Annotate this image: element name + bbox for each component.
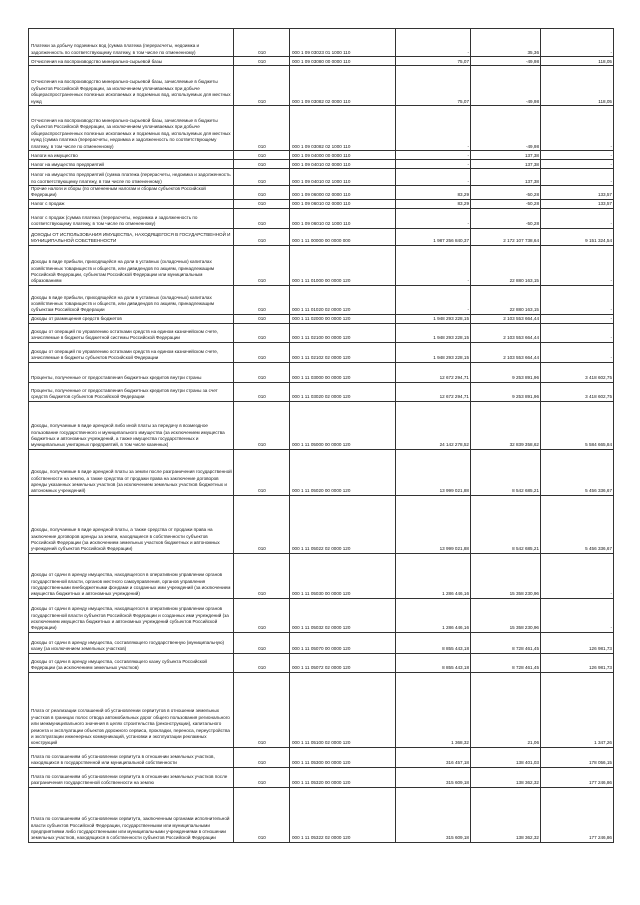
row-code: 010 [234, 553, 290, 598]
row-code: 010 [234, 787, 290, 842]
row-unexecuted: - [541, 160, 614, 169]
row-code: 010 [234, 160, 290, 169]
row-approved: 83,29 [396, 199, 471, 208]
row-unexecuted: 1 347,26 [541, 672, 614, 747]
table-row [29, 598, 614, 632]
row-kbk: 000 1 11 03000 00 0000 120 [290, 362, 396, 382]
table-row [29, 151, 614, 160]
row-executed: 137,38 [471, 160, 541, 169]
row-name: Доходы от операций по управлению остатками средств на едином казначейском счете, зачисляемые в бюджеты субъектов Российской Федерации [29, 342, 234, 362]
row-name: Прочие налоги и сборы (по отмененным налогам и сборам субъектов Российской Федерации) [29, 186, 234, 200]
row-approved: - [396, 245, 471, 285]
row-code: 010 [234, 106, 290, 151]
row-name: Доходы, получаемые в виде арендной платы, а также средства от продажи права на заключение договоров аренды за земли, находящиеся в собственности субъектов Российской Федерации (за исключением земельных участков бюджетных и автономных учреждений субъектов Российской Федерации) [29, 495, 234, 553]
row-approved: 315 609,18 [396, 767, 471, 787]
row-executed: 138 362,32 [471, 787, 541, 842]
row-unexecuted: 3 418 602,75 [541, 362, 614, 382]
table-row [29, 57, 614, 66]
row-name: Доходы в виде прибыли, приходящейся на доли в уставных (складочных) капиталах хозяйственных товариществ и обществ, или дивидендов по акциям, принадлежащим субъектам Российской Федерации [29, 285, 234, 314]
row-name: Доходы от размещения средств бюджетов [29, 314, 234, 323]
row-kbk: 000 1 11 02000 00 0000 120 [290, 314, 396, 323]
row-code: 010 [234, 285, 290, 314]
row-executed: -50,28 [471, 186, 541, 200]
row-code: 010 [234, 186, 290, 200]
row-executed: -49,98 [471, 57, 541, 66]
row-name: Отчисления на воспроизводство минерально-сырьевой базы, зачисляемые в бюджеты субъектов Российской Федерации, за исключением уплачиваемых при добыче общераспространенных полезных ископаемых и подземных вод, используемых для местных нужд (сумма платежа (перерасчеты, недоимка и задолженность по соответствующему платежу, в том числе по отмененному) [29, 106, 234, 151]
row-name: Доходы в виде прибыли, приходящейся на доли в уставных (складочных) капиталах хозяйственных товариществ и обществ, или дивидендов по акциям, принадлежащим Российской Федерации, субъектам Российской Федерации или муниципальным образованиям [29, 245, 234, 285]
row-code: 010 [234, 199, 290, 208]
row-code: 010 [234, 747, 290, 767]
row-kbk: 000 1 09 03080 00 0000 110 [290, 57, 396, 66]
row-code: 010 [234, 672, 290, 747]
row-unexecuted: 126 981,73 [541, 632, 614, 653]
row-approved: 1 948 293 228,15 [396, 323, 471, 342]
row-unexecuted: 118,05 [541, 66, 614, 106]
row-kbk: 000 1 11 05100 02 0000 120 [290, 672, 396, 747]
row-name: Налог с продаж [29, 199, 234, 208]
row-approved: 75,07 [396, 57, 471, 66]
row-kbk: 000 1 11 05022 02 0000 120 [290, 495, 396, 553]
row-code: 010 [234, 495, 290, 553]
row-approved: 12 672 294,71 [396, 382, 471, 401]
row-executed: 2 103 553 664,44 [471, 342, 541, 362]
row-unexecuted: 5 456 336,67 [541, 495, 614, 553]
row-approved: 315 609,18 [396, 787, 471, 842]
row-name: Налог на имущество предприятий (сумма платежа (перерасчеты, недоимка и задолженность по соответствующему платежу, в том числе по отмененному) [29, 169, 234, 186]
table-row [29, 228, 614, 245]
row-approved: - [396, 208, 471, 228]
row-code: 010 [234, 169, 290, 186]
row-executed: 8 728 461,45 [471, 632, 541, 653]
row-executed: 8 542 685,21 [471, 449, 541, 495]
row-name: Доходы, получаемые в виде арендной платы за земли после разграничения государственной собственности на землю, а также средства от продажи права на заключение договоров аренды указанных земельных участков (за исключением земельных участков бюджетных и автономных учреждений) [29, 449, 234, 495]
row-approved: - [396, 160, 471, 169]
row-unexecuted: 126 981,73 [541, 653, 614, 672]
row-approved: - [396, 169, 471, 186]
table-row [29, 362, 614, 382]
row-name: Отчисления на воспроизводство минерально-сырьевой базы, зачисляемые в бюджеты субъектов Российской Федерации, за исключением уплачиваемых при добыче общераспространенных полезных ископаемых и подземных вод, используемых для местных нужд [29, 66, 234, 106]
row-code: 010 [234, 362, 290, 382]
row-kbk: 000 1 09 04010 02 0000 110 [290, 160, 396, 169]
row-kbk: 000 1 11 01000 00 0000 120 [290, 245, 396, 285]
row-executed: 9 253 891,96 [471, 362, 541, 382]
row-name: Отчисления на воспроизводство минерально-сырьевой базы [29, 57, 234, 66]
row-executed: 9 253 891,96 [471, 382, 541, 401]
row-name: Налог на имущество предприятий [29, 160, 234, 169]
table-row [29, 285, 614, 314]
income-report-table [28, 28, 614, 843]
row-unexecuted: - [541, 314, 614, 323]
row-code: 010 [234, 382, 290, 401]
row-kbk: 000 1 11 05072 02 0000 120 [290, 653, 396, 672]
row-name: Плата по соглашениям об установлении сервитута в отношении земельных участков после разграничения государственной собственности на землю [29, 767, 234, 787]
row-kbk: 000 1 09 04000 00 0000 110 [290, 151, 396, 160]
table-row [29, 672, 614, 747]
table-row [29, 382, 614, 401]
row-executed: 22 880 163,15 [471, 285, 541, 314]
row-unexecuted: - [541, 553, 614, 598]
table-row [29, 29, 614, 57]
row-approved: 1 948 293 228,15 [396, 342, 471, 362]
row-approved: 8 855 443,18 [396, 653, 471, 672]
row-approved: 83,29 [396, 186, 471, 200]
row-code: 010 [234, 208, 290, 228]
row-name: Доходы от операций по управлению остатками средств на едином казначейском счете, зачисляемые в бюджеты бюджетной системы Российской Федерации [29, 323, 234, 342]
row-executed: 137,38 [471, 151, 541, 160]
row-approved: 316 457,18 [396, 747, 471, 767]
table-row [29, 245, 614, 285]
row-kbk: 000 1 11 05030 00 0000 120 [290, 553, 396, 598]
row-unexecuted: - [541, 151, 614, 160]
row-approved: 1 286 446,16 [396, 598, 471, 632]
row-kbk: 000 1 11 05020 00 0000 120 [290, 449, 396, 495]
row-kbk: 000 1 11 05320 00 0000 120 [290, 767, 396, 787]
row-kbk: 000 1 09 06010 02 1000 110 [290, 208, 396, 228]
row-executed: 15 358 230,96 [471, 553, 541, 598]
row-approved: 75,07 [396, 66, 471, 106]
row-name: Налоги на имущество [29, 151, 234, 160]
row-executed: 35,36 [471, 29, 541, 57]
row-kbk: 000 1 11 01020 02 0000 120 [290, 285, 396, 314]
row-code: 010 [234, 342, 290, 362]
table-row [29, 160, 614, 169]
row-name: Плата по соглашениям об установлении сервитута, заключенным органами исполнительной власти субъектов Российской Федерации, государственными или муниципальными предприятиями либо государственными или муниципальными учреждениями в отношении земельных участков, находящихся в собственности субъектов Российской Федерации [29, 787, 234, 842]
row-kbk: 000 1 09 06000 02 0000 110 [290, 186, 396, 200]
row-name: Плата по соглашениям об установлении сервитута в отношении земельных участков, находящихся в государственной или муниципальной собственности [29, 747, 234, 767]
row-name: Налог с продаж (сумма платежа (перерасчеты, недоимка и задолженность по соответствующему платежу, в том числе по отмененному) [29, 208, 234, 228]
row-code: 010 [234, 314, 290, 323]
row-approved: 8 855 443,18 [396, 632, 471, 653]
table-row [29, 401, 614, 449]
row-approved: 24 142 278,52 [396, 401, 471, 449]
row-name: ДОХОДЫ ОТ ИСПОЛЬЗОВАНИЯ ИМУЩЕСТВА, НАХОДЯЩЕГОСЯ В ГОСУДАРСТВЕННОЙ И МУНИЦИПАЛЬНОЙ СОБСТВЕННОСТИ [29, 228, 234, 245]
row-kbk: 000 1 11 03020 02 0000 120 [290, 382, 396, 401]
table-row [29, 106, 614, 151]
row-unexecuted: - [541, 208, 614, 228]
row-executed: 138 362,32 [471, 767, 541, 787]
table-row [29, 342, 614, 362]
row-unexecuted: - [541, 29, 614, 57]
table-row [29, 186, 614, 200]
row-code: 010 [234, 401, 290, 449]
row-executed: 2 172 107 738,64 [471, 228, 541, 245]
row-approved: 13 999 021,88 [396, 495, 471, 553]
row-kbk: 000 1 11 00000 00 0000 000 [290, 228, 396, 245]
row-code: 010 [234, 323, 290, 342]
row-unexecuted: - [541, 106, 614, 151]
row-code: 010 [234, 767, 290, 787]
row-approved: - [396, 29, 471, 57]
row-executed: 137,38 [471, 169, 541, 186]
row-name: Доходы от сдачи в аренду имущества, составляющего казну субъекта Российской Федерации (за исключением земельных участков) [29, 653, 234, 672]
row-name: Доходы от сдачи в аренду имущества, находящегося в оперативном управлении органов государственной власти, органов местного самоуправления, органов управления государственными внебюджетными фондами и созданных ими учреждений (за исключением имущества бюджетных и автономных учреждений) [29, 553, 234, 598]
row-code: 010 [234, 598, 290, 632]
row-approved: - [396, 151, 471, 160]
row-kbk: 000 1 09 03082 02 0000 110 [290, 66, 396, 106]
row-code: 010 [234, 228, 290, 245]
row-kbk: 000 1 09 03082 02 1000 110 [290, 106, 396, 151]
row-kbk: 000 1 11 02102 02 0000 120 [290, 342, 396, 362]
row-code: 010 [234, 66, 290, 106]
row-executed: 21,06 [471, 672, 541, 747]
table-row [29, 208, 614, 228]
row-unexecuted: - [541, 169, 614, 186]
row-code: 010 [234, 632, 290, 653]
row-unexecuted: 177 246,86 [541, 767, 614, 787]
row-executed: -49,98 [471, 66, 541, 106]
row-name: Доходы от сдачи в аренду имущества, находящегося в оперативном управлении органов государственной власти субъектов Российской Федерации и созданных ими учреждений (за исключением имущества бюджетных и автономных учреждений субъектов Российской Федерации) [29, 598, 234, 632]
row-executed: 22 880 163,15 [471, 245, 541, 285]
row-name: Проценты, полученные от предоставления бюджетных кредитов внутри страны [29, 362, 234, 382]
row-unexecuted: 178 056,15 [541, 747, 614, 767]
row-approved: 1 286 446,16 [396, 553, 471, 598]
row-unexecuted: 5 456 336,67 [541, 449, 614, 495]
row-approved: 1 987 256 840,37 [396, 228, 471, 245]
row-kbk: 000 1 11 05070 00 0000 120 [290, 632, 396, 653]
table-row [29, 66, 614, 106]
table-row [29, 767, 614, 787]
row-name: Плата от реализации соглашений об установлении сервитутов в отношении земельных участков в границах полос отвода автомобильных дорог общего пользования регионального или межмуниципального значения в целях строительства (реконструкции), капитального ремонта и эксплуатации объектов дорожного сервиса, прокладки, переноса, переустройства и эксплуатации инженерных коммуникаций, установки и эксплуатации рекламных конструкций [29, 672, 234, 747]
table-row [29, 632, 614, 653]
row-name: Доходы от сдачи в аренду имущества, составляющего государственную (муниципальную) казну (за исключением земельных участков) [29, 632, 234, 653]
row-unexecuted: - [541, 323, 614, 342]
row-unexecuted: 177 246,86 [541, 787, 614, 842]
row-name: Платежи за добычу подземных вод (сумма платежа (перерасчеты, недоимка и задолженность по соответствующему платежу, в том числе по отмененному) [29, 29, 234, 57]
row-executed: 32 839 358,62 [471, 401, 541, 449]
row-unexecuted: 118,05 [541, 57, 614, 66]
row-kbk: 000 1 11 05000 00 0000 120 [290, 401, 396, 449]
row-code: 010 [234, 29, 290, 57]
row-kbk: 000 1 09 06010 02 0000 110 [290, 199, 396, 208]
row-executed: 138 401,03 [471, 747, 541, 767]
row-executed: -50,28 [471, 208, 541, 228]
row-approved: - [396, 285, 471, 314]
row-kbk: 000 1 11 02100 00 0000 120 [290, 323, 396, 342]
row-kbk: 000 1 09 04010 02 1000 110 [290, 169, 396, 186]
table-row [29, 495, 614, 553]
row-code: 010 [234, 449, 290, 495]
row-unexecuted: - [541, 342, 614, 362]
row-kbk: 000 1 11 05300 00 0000 120 [290, 747, 396, 767]
row-approved: 13 999 021,88 [396, 449, 471, 495]
row-executed: 8 542 685,21 [471, 495, 541, 553]
table-row [29, 169, 614, 186]
table-row [29, 199, 614, 208]
row-approved: 12 672 294,71 [396, 362, 471, 382]
row-unexecuted: 9 151 324,54 [541, 228, 614, 245]
row-executed: 8 728 461,45 [471, 653, 541, 672]
row-approved: - [396, 106, 471, 151]
table-row [29, 747, 614, 767]
row-executed: 2 103 553 664,44 [471, 323, 541, 342]
row-approved: 1 948 293 228,15 [396, 314, 471, 323]
row-unexecuted: - [541, 245, 614, 285]
row-unexecuted: 133,57 [541, 186, 614, 200]
row-approved: 1 368,32 [396, 672, 471, 747]
row-executed: 15 358 230,96 [471, 598, 541, 632]
row-name: Проценты, полученные от предоставления бюджетных кредитов внутри страны за счет средств бюджетов субъектов Российской Федерации [29, 382, 234, 401]
table-row [29, 323, 614, 342]
table-row [29, 553, 614, 598]
row-unexecuted: 133,57 [541, 199, 614, 208]
table-row [29, 787, 614, 842]
row-code: 010 [234, 245, 290, 285]
table-row [29, 653, 614, 672]
row-unexecuted: 5 584 665,84 [541, 401, 614, 449]
row-unexecuted: 3 418 602,75 [541, 382, 614, 401]
row-unexecuted: - [541, 285, 614, 314]
table-row [29, 314, 614, 323]
row-code: 010 [234, 151, 290, 160]
row-name: Доходы, получаемые в виде арендной либо иной платы за передачу в возмездное пользование государственного и муниципального имущества (за исключением имущества бюджетных и автономных учреждений, а также имущества государственных и муниципальных унитарных предприятий, в том числе казенных) [29, 401, 234, 449]
row-kbk: 000 1 09 03023 01 1000 110 [290, 29, 396, 57]
row-executed: -50,28 [471, 199, 541, 208]
row-kbk: 000 1 11 05322 02 0000 120 [290, 787, 396, 842]
row-unexecuted: - [541, 598, 614, 632]
row-code: 010 [234, 653, 290, 672]
row-executed: -49,98 [471, 106, 541, 151]
row-executed: 2 103 553 664,44 [471, 314, 541, 323]
row-code: 010 [234, 57, 290, 66]
table-row [29, 449, 614, 495]
row-kbk: 000 1 11 05032 02 0000 120 [290, 598, 396, 632]
